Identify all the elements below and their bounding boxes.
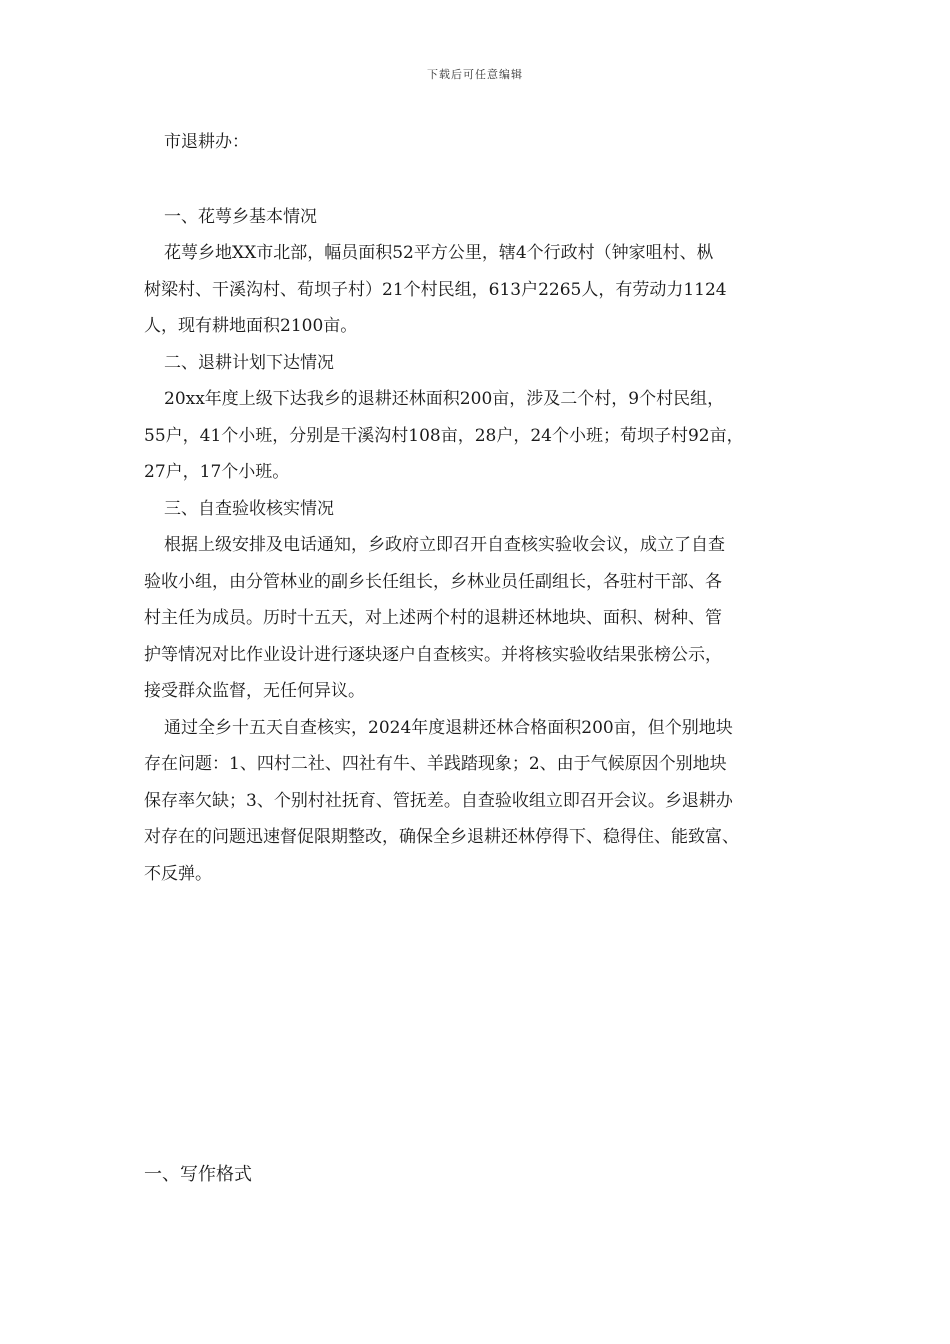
section1-line: 树梁村、干溪沟村、荀坝子村）21个村民组，613户2265人，有劳动力1124	[144, 279, 727, 300]
recipient-line: 市退耕办：	[164, 132, 249, 152]
section3-para2-line: 存在问题：1、四村二社、四社有牛、羊践踏现象；2、由于气候原因个别地块	[144, 754, 727, 774]
section3-para2-line: 不反弹。	[144, 863, 212, 884]
footer-heading: 一、写作格式	[144, 1164, 252, 1185]
section1-heading: 一、花萼乡基本情况	[164, 206, 317, 227]
blank-line	[144, 161, 824, 199]
section2-line: 27户，17个小班。	[144, 462, 290, 482]
section2-line: 55户，41个小班，分别是干溪沟村108亩，28户，24个小班；荀坝子村92亩，	[144, 425, 744, 446]
section2-heading: 二、退耕计划下达情况	[164, 352, 334, 373]
header-note: 下载后可任意编辑	[427, 68, 523, 81]
section3-para2-line: 保存率欠缺；3、个别村社抚育、管抚差。自查验收组立即召开会议。乡退耕办	[144, 790, 733, 811]
section1-line: 花萼乡地XX市北部，幅员面积52平方公里，辖4个行政村（钟家咀村、枞	[164, 243, 714, 263]
document-body	[144, 124, 824, 892]
section1-line: 人，现有耕地面积2100亩。	[144, 316, 358, 336]
section3-para1-line: 护等情况对比作业设计进行逐块逐户自查核实。并将核实验收结果张榜公示，	[144, 644, 722, 665]
section3-para1-line: 根据上级安排及电话通知，乡政府立即召开自查核实验收会议，成立了自查	[164, 535, 725, 555]
section2-line: 20xx年度上级下达我乡的退耕还林面积200亩，涉及二个村，9个村民组，	[164, 389, 725, 409]
section3-heading: 三、自查验收核实情况	[164, 498, 334, 519]
section3-para1-line: 接受群众监督，无任何异议。	[144, 681, 365, 701]
section3-para1-line: 验收小组，由分管林业的副乡长任组长，乡林业员任副组长，各驻村干部、各	[144, 571, 722, 592]
section3-para1-line: 村主任为成员。历时十五天，对上述两个村的退耕还林地块、面积、树种、管	[144, 608, 722, 628]
section3-para2-line: 通过全乡十五天自查核实，2024年度退耕还林合格面积200亩，但个别地块	[164, 717, 733, 738]
section3-para2-line: 对存在的问题迅速督促限期整改，确保全乡退耕还林停得下、稳得住、能致富、	[144, 827, 739, 847]
